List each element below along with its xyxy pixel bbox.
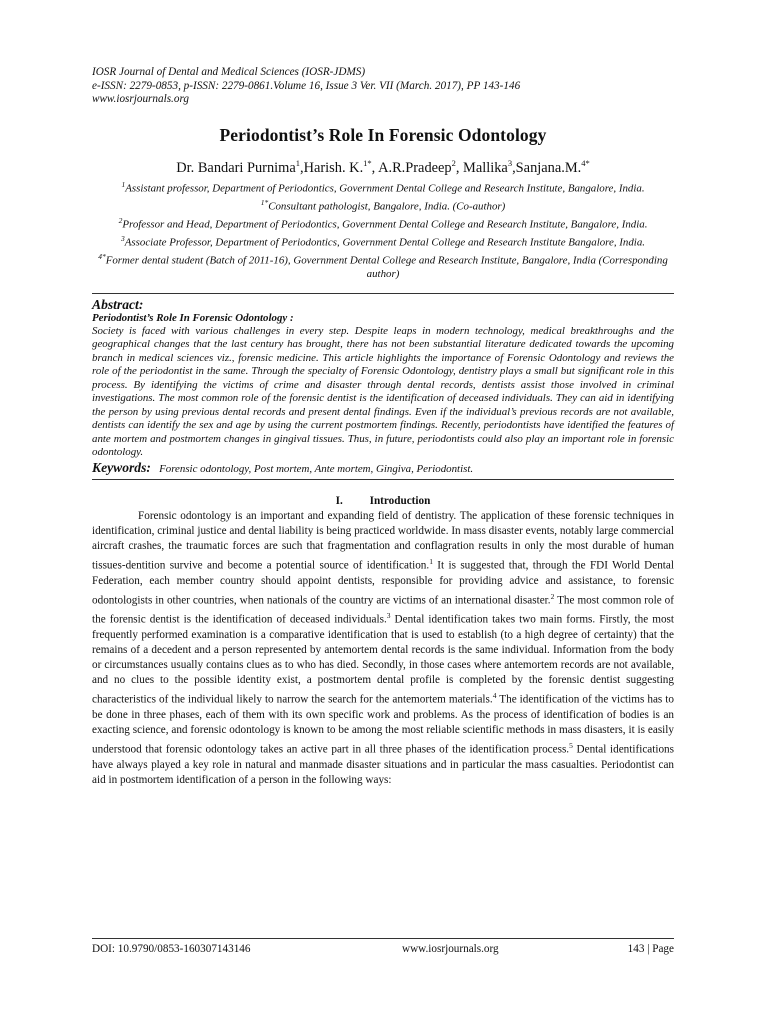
section-number: I.	[335, 494, 343, 507]
abstract-heading: Abstract:	[92, 296, 144, 312]
paragraph-text-run: It is suggested that, through the FDI World Dental Federation, each member country should appoint dentists, responsible for providing advice and assistance, to forensic odontologists in other countries, when nationals of the country are victims of an international disaster.	[92, 559, 674, 607]
affiliation-text: Professor and Head, Department of Periodontics, Government Dental College and Research Institute, Bangalore, India.	[122, 218, 648, 231]
footer-website: www.iosrjournals.org	[402, 943, 499, 955]
section-heading	[92, 495, 674, 508]
paragraph-text-run: Dental identifications have always played a key role in natural and manmade disaster situations and in particular the mass casualties. Periodontist can aid in postmortem identification of a person in the following ways:	[92, 744, 675, 787]
citation-superscript: 1	[429, 556, 433, 566]
affiliation	[92, 250, 674, 282]
abstract-text: Society is faced with various challenges in every step. Despite leaps in modern technology, medical breakthroughs and the geographical changes that the last century has brought, there has not been substantial literature dedicated towards the upcoming branch in medical sciences viz., forensic medicine. This article highlights the importance of Forensic Odontology and reviews the role of the periodontist in the same. Through the specialty of Forensic Odontology, dentistry plays a small but significant role in this process. By identifying the victims of crime and disaster through dental records, dentists assist those involved in criminal investigations. The most common role of the forensic dentist is the identification of deceased individuals. They can aid in identifying the person by using previous dental records and present dental findings. Even if the individual’s previous records are not available, dentists can identify the sex and age by using the current postmortem findings. Recently, periodontists have identified the features of ante mortem and postmortem changes in gingival tissues. Thus, in future, periodontists could also play an important role in forensic odontology.	[92, 324, 674, 459]
footer-page-number: 143 | Page	[627, 943, 674, 955]
paragraph-text-run: Forensic odontology is an important and expanding field of dentistry. The application of these forensic techniques in identification, criminal justice and dental liability is being practiced worldwide. In mass disaster events, notably large commercial aircraft crashes, the traumatic forces are such that fragmentation and conflagration results in only the most durable of human tissues-dentition survive and become a potential source of identification.	[92, 509, 674, 572]
affiliation	[92, 196, 674, 214]
paragraph-text-run: The most common role of the forensic dentist is the identification of deceased individuals.	[92, 594, 674, 627]
author-name: ,Harish. K.	[300, 159, 364, 176]
paragraph-text-run: Dental identification takes two main forms. Firstly, the most frequently performed examination is a comparative identification that is used to establish (to a high degree of certainty) that the remains of a decedent and a person represented by antemortem dental records is the same individual. Information from the body or circumstances usually contains clues as to who has died. Secondly, in those cases where antemortem records are not available, and no clues to the possible identity exist, a postmortem dental profile is completed by the forensic dentist suggesting characteristics of the individual likely to narrow the search for the antemortem materials.	[92, 614, 675, 707]
affiliation-superscript: 4*	[98, 252, 106, 262]
author-superscript: 4*	[581, 157, 590, 168]
affiliation	[92, 232, 674, 250]
keywords-label: Keywords:	[92, 459, 151, 475]
journal-website: www.iosrjournals.org	[92, 93, 189, 106]
affiliation-text: Consultant pathologist, Bangalore, India. (Co-author)	[268, 200, 506, 213]
citation-superscript: 5	[569, 741, 573, 751]
citation-superscript: 4	[492, 691, 497, 701]
abstract-section	[92, 293, 674, 480]
introduction-body	[92, 509, 674, 788]
author-name: , Mallika	[455, 159, 508, 176]
affiliation-superscript: 1*	[260, 197, 269, 207]
affiliation-superscript: 1	[121, 179, 126, 189]
keywords-line	[92, 461, 674, 476]
affiliation-text: Associate Professor, Department of Periodontics, Government Dental College and Research Institute Bangalore, India.	[124, 236, 645, 249]
section-title: Introduction	[369, 494, 431, 507]
keywords-text: Forensic odontology, Post mortem, Ante mortem, Gingiva, Periodontist.	[159, 462, 474, 475]
affiliation-list	[92, 178, 674, 282]
author-name: Dr. Bandari Purnima	[176, 159, 296, 176]
affiliation-superscript: 3	[121, 233, 125, 243]
page-footer	[92, 938, 674, 955]
author-name: , A.R.Pradeep	[371, 159, 452, 176]
journal-issn: e-ISSN: 2279-0853, p-ISSN: 2279-0861.Volume 16, Issue 3 Ver. VII (March. 2017), PP 143-146	[92, 79, 521, 92]
author-superscript: 1	[295, 157, 301, 168]
author-superscript: 1*	[363, 157, 372, 168]
author-superscript: 2	[451, 157, 456, 168]
author-superscript: 3	[507, 157, 513, 168]
affiliation-text: Former dental student (Batch of 2011-16), Government Dental College and Research Institute, Bangalore, India (Corresponding author)	[105, 254, 668, 281]
abstract-subtitle: Periodontist’s Role In Forensic Odontology :	[92, 311, 294, 324]
affiliation	[92, 178, 674, 196]
affiliation-text: Assistant professor, Department of Periodontics, Government Dental College and Research Institute, Bangalore, India.	[125, 182, 645, 195]
journal-name: IOSR Journal of Dental and Medical Sciences (IOSR-JDMS)	[92, 66, 366, 78]
author-list	[92, 155, 674, 177]
paragraph-text-run: The identification of the victims has to be done in three phases, each of them with its own specific work and problems. As the process of identification of bodies is an exacting science, and forensic odontology is known to be among the most reliable scientific methods in mass disasters, it is easily understood that forensic odontology takes an active part in all three phases of the identification process.	[92, 694, 674, 757]
affiliation-superscript: 2	[118, 215, 123, 225]
affiliation	[92, 214, 674, 232]
introduction-paragraph	[92, 509, 674, 788]
paper-page	[92, 66, 674, 788]
citation-superscript: 2	[550, 591, 555, 601]
journal-header	[92, 66, 674, 107]
citation-superscript: 3	[386, 611, 391, 621]
paper-title: Periodontist’s Role In Forensic Odontology	[219, 124, 547, 145]
footer-doi: DOI: 10.9790/0853-160307143146	[92, 943, 251, 955]
author-name: ,Sanjana.M.	[512, 159, 582, 176]
